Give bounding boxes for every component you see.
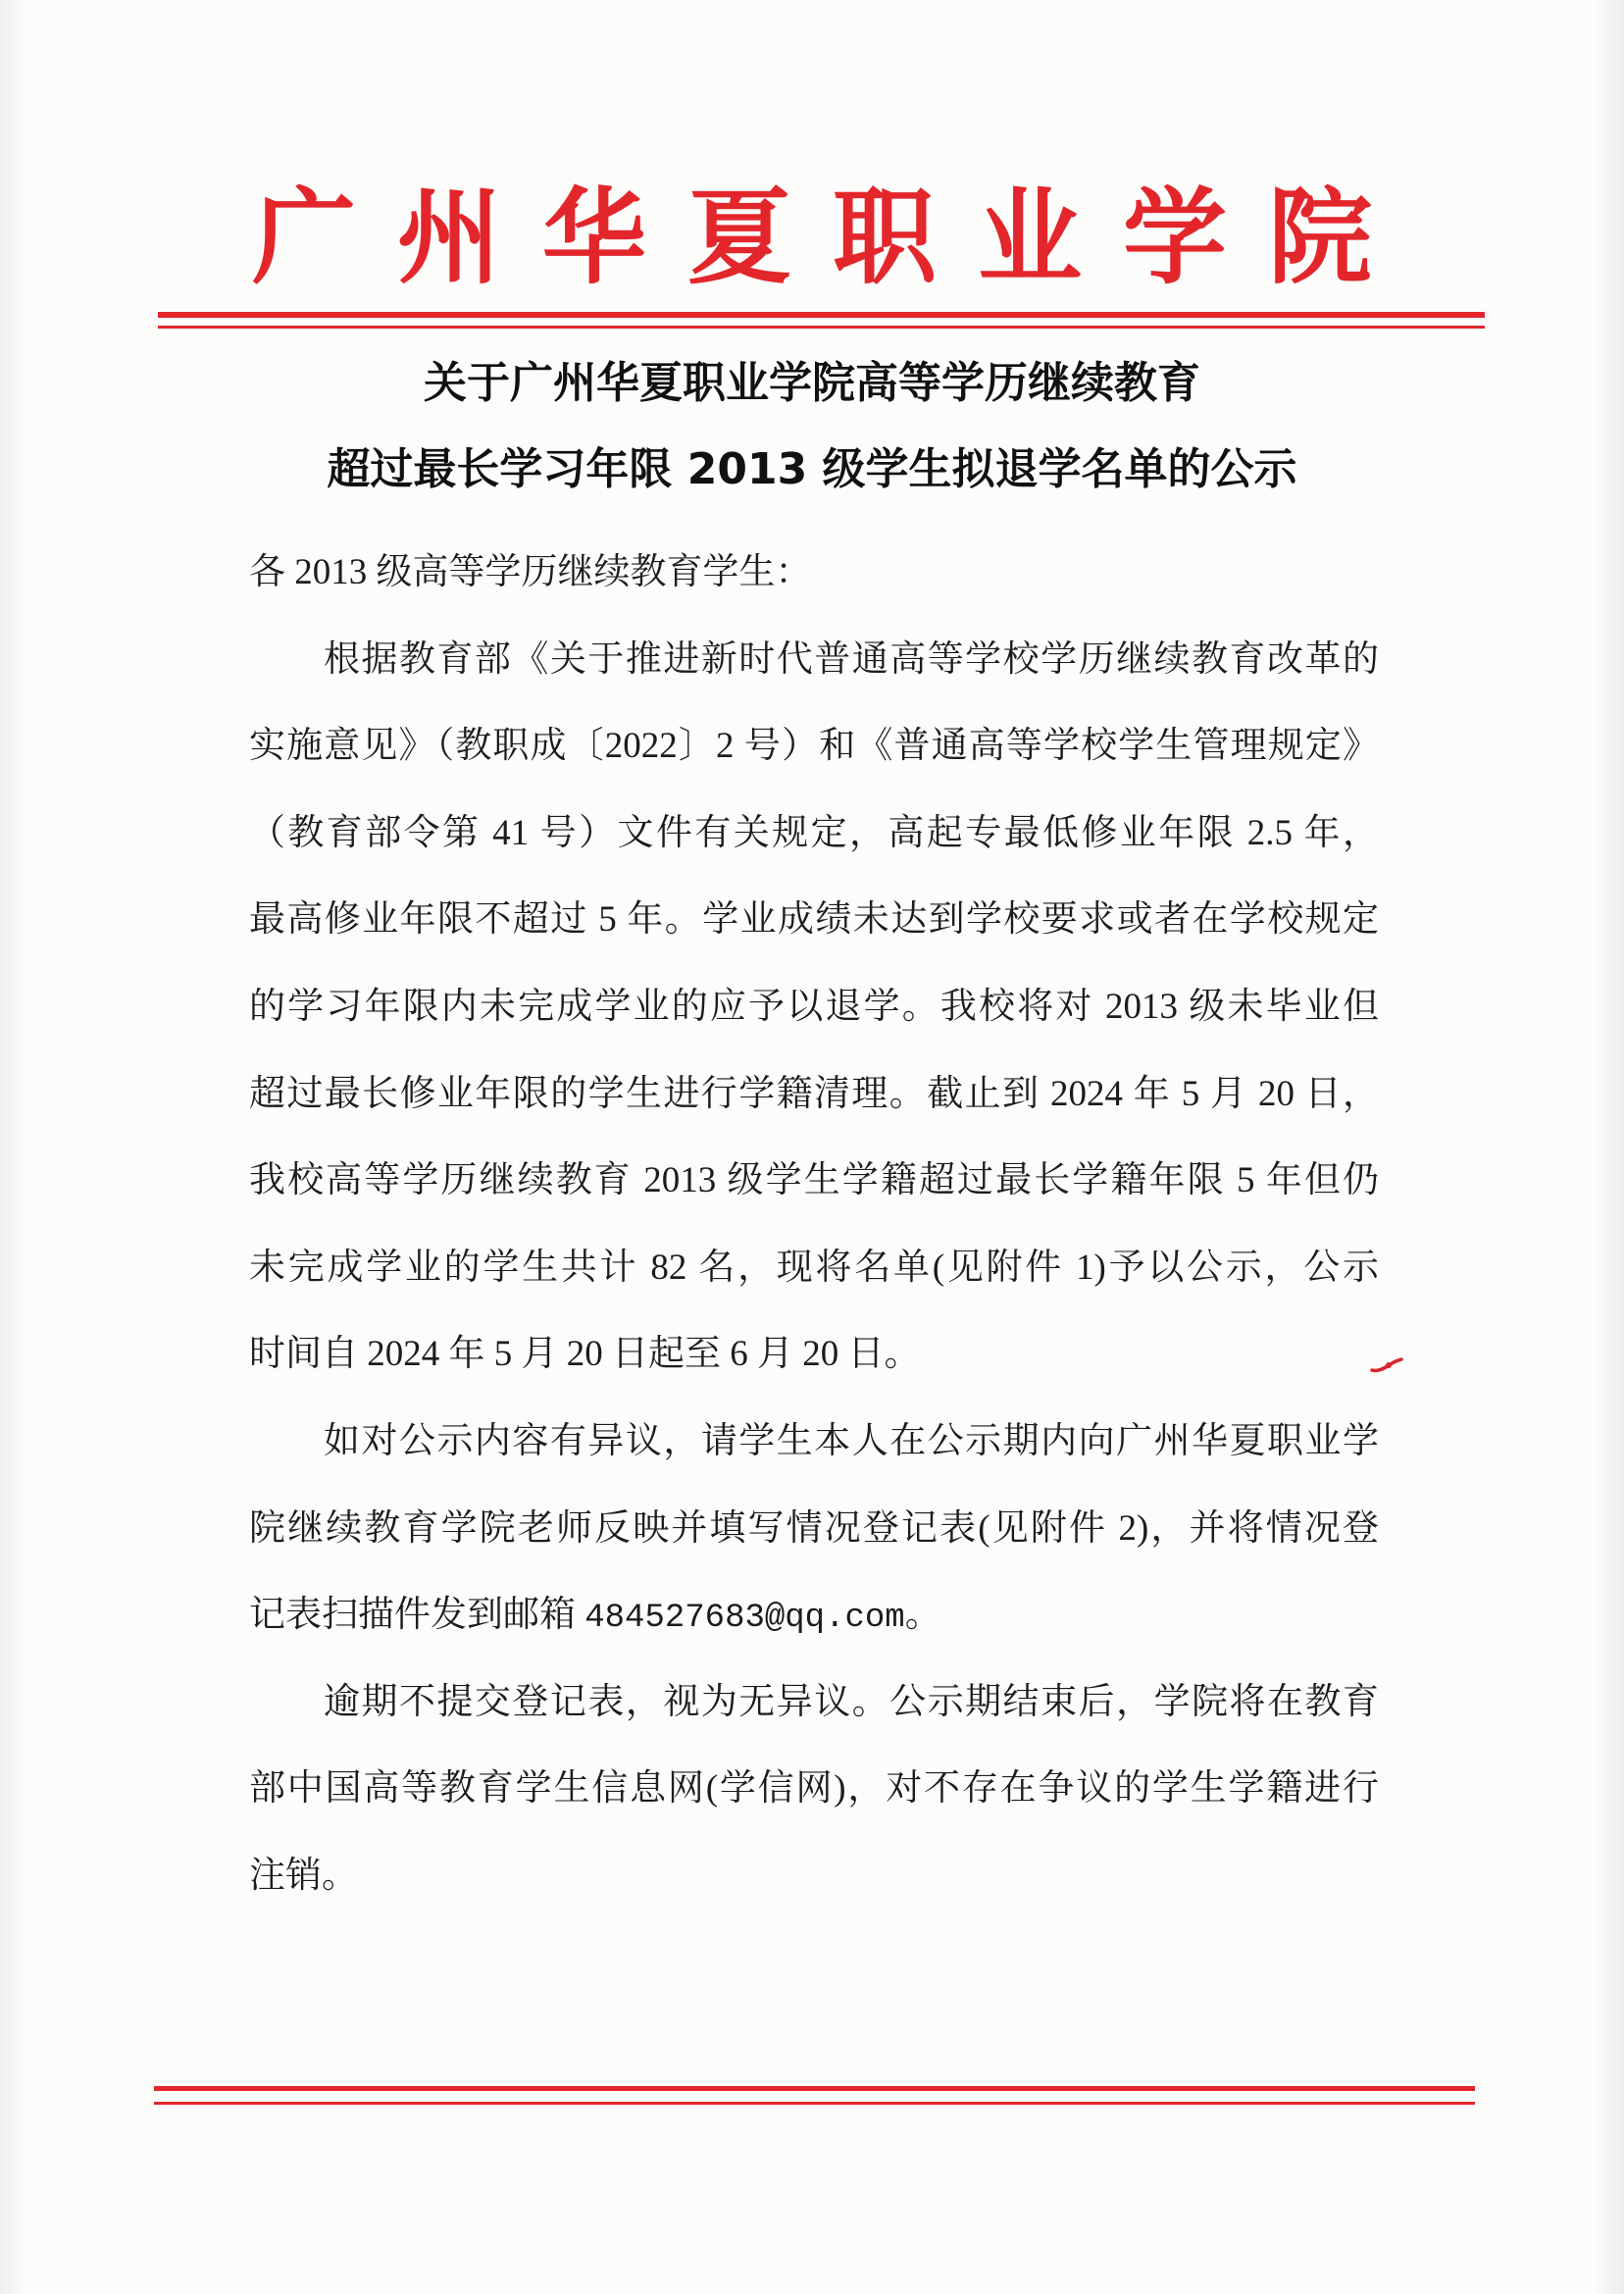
paragraph-2 [249, 1399, 1379, 1659]
paragraph-line: 院继续教育学院老师反映并填写情况登记表(见附件 2)，并将情况登 [249, 1507, 1379, 1549]
letterhead-red-rule-thin [158, 326, 1485, 329]
contact-email: 484527683@qq.com [584, 1600, 905, 1638]
footer-red-rule-thick [154, 2086, 1475, 2091]
letterhead-institution-name: 广州华夏职业学院 [252, 176, 1413, 298]
email-line-text: 记表扫描件发到邮箱 [249, 1595, 585, 1636]
paragraph-line: 实施意见》（教职成〔2022〕2 号）和《普通高等学校学生管理规定》 [249, 726, 1379, 767]
paragraph-line: 超过最长修业年限的学生进行学籍清理。截止到 2024 年 5 月 20 日， [249, 1073, 1379, 1114]
paragraph-line: 注销。 [249, 1855, 358, 1896]
red-ink-mark [1369, 1353, 1404, 1377]
email-line-end: 。 [904, 1595, 941, 1636]
paragraph-3 [249, 1659, 1379, 1920]
salutation: 各 2013 级高等学历继续教育学生： [249, 552, 812, 592]
paragraph-line-email [249, 1572, 1379, 1659]
document-body [249, 530, 1379, 1920]
paragraph-line: 根据教育部《关于推进新时代普通高等学校学历继续教育改革的 [324, 638, 1379, 680]
paragraph-line: 逾期不提交登记表，视为无异议。公示期结束后，学院将在教育 [324, 1681, 1379, 1722]
footer-red-rule-thin [154, 2102, 1475, 2105]
paragraph-line: 部中国高等教育学生信息网(学信网)，对不存在争议的学生学籍进行 [249, 1768, 1379, 1810]
paragraph-1 [249, 617, 1379, 1399]
paragraph-line: 未完成学业的学生共计 82 名，现将名单(见附件 1)予以公示，公示 [249, 1247, 1379, 1288]
paragraph-line: 我校高等学历继续教育 2013 级学生学籍超过最长学籍年限 5 年但仍 [249, 1160, 1379, 1201]
letterhead-red-rule-thick [158, 312, 1485, 318]
paragraph-line: 如对公示内容有异议，请学生本人在公示期内向广州华夏职业学 [324, 1420, 1379, 1461]
paragraph-line: 最高修业年限不超过 5 年。学业成绩未达到学校要求或者在学校规定 [249, 899, 1379, 941]
paragraph-line: （教育部令第 41 号）文件有关规定，高起专最低修业年限 2.5 年， [249, 812, 1379, 853]
paragraph-line: 时间自 2024 年 5 月 20 日起至 6 月 20 日。 [249, 1334, 921, 1375]
title-line-1: 关于广州华夏职业学院高等学历继续教育 [424, 358, 1200, 408]
title-line-2: 超过最长学习年限 2013 级学生拟退学名单的公示 [327, 444, 1297, 494]
document-title [0, 340, 1624, 513]
paragraph-line: 的学习年限内未完成学业的应予以退学。我校将对 2013 级未毕业但 [249, 986, 1379, 1027]
